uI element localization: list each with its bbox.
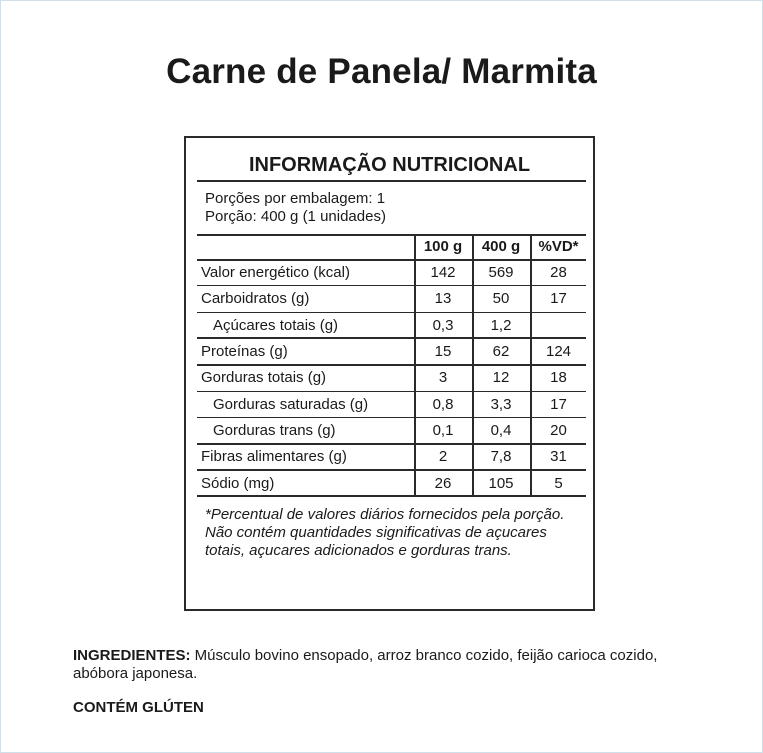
table-bottom-rule [197,495,586,497]
column-header-400g: 400 g [481,238,521,255]
value-400g: 50 [492,290,510,307]
value-100g: 13 [434,290,452,307]
serving-size: Porção: 400 g (1 unidades) [205,208,386,225]
row-rule [197,337,586,339]
serving-rule [197,234,586,236]
value-400g: 7,8 [490,448,512,465]
product-title: Carne de Panela/ Marmita [166,52,597,91]
ingredients-heading: INGREDIENTES: [73,647,191,664]
value-100g: 3 [438,369,448,386]
row-rule [197,364,586,366]
column-header-100g: 100 g [423,238,463,255]
value-vd: 17 [550,396,567,413]
footnote-not-significant: Não contém quantidades significativas de açucares totais, açucares adicionados e gorduras trans. [205,524,547,559]
row-rule [197,391,586,392]
nutrient-name: Gorduras totais (g) [201,369,327,386]
row-rule [197,285,586,286]
row-rule [197,417,586,418]
row-rule [197,443,586,445]
value-vd: 124 [545,343,572,360]
value-400g: 569 [488,264,514,281]
row-rule [197,312,586,313]
nutrient-name: Proteínas (g) [201,343,288,360]
value-vd: 31 [550,448,567,465]
nutrient-name: Carboidratos (g) [201,290,310,307]
ingredients-text: Músculo bovino ensopado, arroz branco cozido, feijão carioca cozido, abóbora japonesa. [73,647,658,682]
allergen-notice: CONTÉM GLÚTEN [73,699,204,716]
serving-info [205,190,386,226]
value-400g: 1,2 [490,317,512,334]
value-400g: 105 [488,475,514,492]
nutrient-name: Gorduras trans (g) [213,422,336,439]
nutrient-name: Açúcares totais (g) [213,317,339,334]
value-100g: 0,8 [432,396,454,413]
value-vd: 18 [550,369,567,386]
value-vd: 17 [550,290,567,307]
value-400g: 0,4 [490,422,512,439]
value-vd: 5 [554,475,563,492]
value-100g: 26 [434,475,452,492]
footnote-vd: *Percentual de valores diários fornecidos pela porção. [205,506,565,523]
nutrient-name: Gorduras saturadas (g) [213,396,369,413]
value-100g: 142 [430,264,456,281]
value-400g: 12 [492,369,510,386]
value-vd: 28 [550,264,567,281]
value-100g: 15 [434,343,452,360]
value-400g: 62 [492,343,510,360]
nutrient-name: Sódio (mg) [201,475,275,492]
value-100g: 0,3 [432,317,454,334]
servings-per-package: Porções por embalagem: 1 [205,190,386,207]
header-rule [197,259,586,261]
heading-rule [197,180,586,182]
nutrient-name: Fibras alimentares (g) [201,448,347,465]
nutrition-facts-table [184,136,595,611]
column-header-vd: %VD* [538,238,579,255]
footnote [205,506,565,560]
nutrition-heading: INFORMAÇÃO NUTRICIONAL [248,154,531,176]
value-100g: 0,1 [432,422,454,439]
row-rule [197,469,586,471]
nutrient-name: Valor energético (kcal) [201,264,350,281]
value-400g: 3,3 [490,396,512,413]
ingredients [73,647,703,683]
value-vd: 20 [550,422,567,439]
value-100g: 2 [438,448,448,465]
